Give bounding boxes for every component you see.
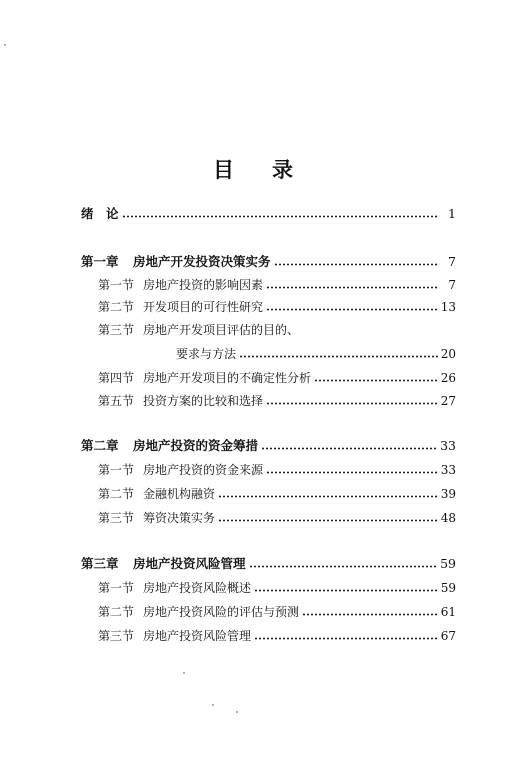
page-number: 48	[440, 511, 456, 525]
page-number: 20	[440, 347, 456, 361]
dot-leader	[302, 613, 438, 616]
entry-title: 绪 论	[81, 206, 119, 221]
page-number: 61	[440, 605, 456, 619]
toc-entry-section[interactable]	[98, 579, 456, 597]
page-number: 13	[440, 300, 456, 314]
scan-speck	[212, 704, 214, 706]
dot-leader	[266, 308, 438, 311]
section-number: 第二节	[98, 605, 135, 619]
entry-title: 房地产投资风险的评估与预测	[143, 605, 300, 619]
toc-entry-section[interactable]	[98, 369, 456, 387]
toc-entry-section-continued[interactable]	[176, 345, 456, 363]
entry-title: 金融机构融资	[143, 487, 216, 501]
entry-title: 房地产投资风险管理	[143, 629, 252, 643]
dot-leader	[266, 402, 438, 405]
entry-title: 房地产开发项目评估的目的、	[143, 323, 300, 337]
chapter-number: 第一章	[81, 254, 119, 269]
page-number: 1	[448, 206, 456, 221]
section-number: 第一节	[98, 581, 135, 595]
chapter-number: 第二章	[81, 438, 119, 453]
dot-leader	[261, 447, 437, 450]
page-number: 26	[440, 371, 456, 385]
section-number: 第一节	[98, 278, 135, 292]
toc-entry-chapter[interactable]	[81, 437, 456, 455]
page-number: 39	[440, 487, 456, 501]
entry-title: 筹资决策实务	[143, 511, 216, 525]
dot-leader	[122, 215, 439, 218]
page-number: 59	[440, 556, 456, 571]
section-number: 第二节	[98, 487, 135, 501]
entry-title: 房地产投资的资金来源	[143, 463, 264, 477]
toc-entry-intro[interactable]	[81, 205, 456, 223]
toc-entry-section[interactable]	[98, 603, 456, 621]
page-number: 7	[448, 278, 456, 292]
dot-leader	[254, 637, 438, 640]
dot-leader	[249, 565, 438, 568]
toc-entry-section[interactable]	[98, 392, 456, 410]
scan-speck	[4, 44, 6, 46]
dot-leader	[218, 519, 438, 522]
dot-leader	[254, 589, 438, 592]
entry-title: 房地产开发投资决策实务	[133, 254, 271, 269]
scan-speck	[183, 672, 185, 674]
page-number: 33	[440, 438, 456, 453]
dot-leader	[266, 286, 439, 289]
entry-title: 房地产投资的资金筹措	[133, 438, 259, 453]
toc-entry-section[interactable]	[98, 509, 456, 527]
section-number: 第三节	[98, 323, 135, 337]
page-number: 67	[440, 629, 456, 643]
section-number: 第二节	[98, 300, 135, 314]
entry-title: 房地产投资风险概述	[143, 581, 252, 595]
toc-entry-section[interactable]	[98, 298, 456, 316]
entry-title-continued: 要求与方法	[176, 347, 237, 361]
entry-title: 房地产投资风险管理	[133, 556, 246, 571]
toc-entry-chapter[interactable]	[81, 555, 456, 573]
page-number: 27	[440, 394, 456, 408]
page-number: 7	[448, 254, 456, 269]
toc-entry-section[interactable]	[98, 485, 456, 503]
toc-entry-section[interactable]	[98, 321, 456, 339]
scan-speck	[236, 711, 238, 713]
toc-entry-chapter[interactable]	[81, 253, 456, 271]
dot-leader	[266, 471, 438, 474]
section-number: 第四节	[98, 371, 135, 385]
toc-title-char: 录	[272, 158, 293, 182]
chapter-number: 第三章	[81, 556, 119, 571]
toc-entry-section[interactable]	[98, 627, 456, 645]
page-number: 59	[440, 581, 456, 595]
toc-title	[0, 154, 506, 184]
page-number: 33	[440, 463, 456, 477]
section-number: 第五节	[98, 394, 135, 408]
toc-entry-section[interactable]	[98, 276, 456, 294]
entry-title: 开发项目的可行性研究	[143, 300, 264, 314]
toc-title-char: 目	[213, 158, 234, 182]
entry-title: 投资方案的比较和选择	[143, 394, 264, 408]
dot-leader	[314, 379, 438, 382]
dot-leader	[274, 263, 439, 266]
dot-leader	[218, 495, 438, 498]
section-number: 第三节	[98, 511, 135, 525]
dot-leader	[239, 355, 438, 358]
section-number: 第一节	[98, 463, 135, 477]
entry-title: 房地产投资的影响因素	[143, 278, 264, 292]
entry-title: 房地产开发项目的不确定性分析	[143, 371, 312, 385]
toc-entry-section[interactable]	[98, 461, 456, 479]
section-number: 第三节	[98, 629, 135, 643]
